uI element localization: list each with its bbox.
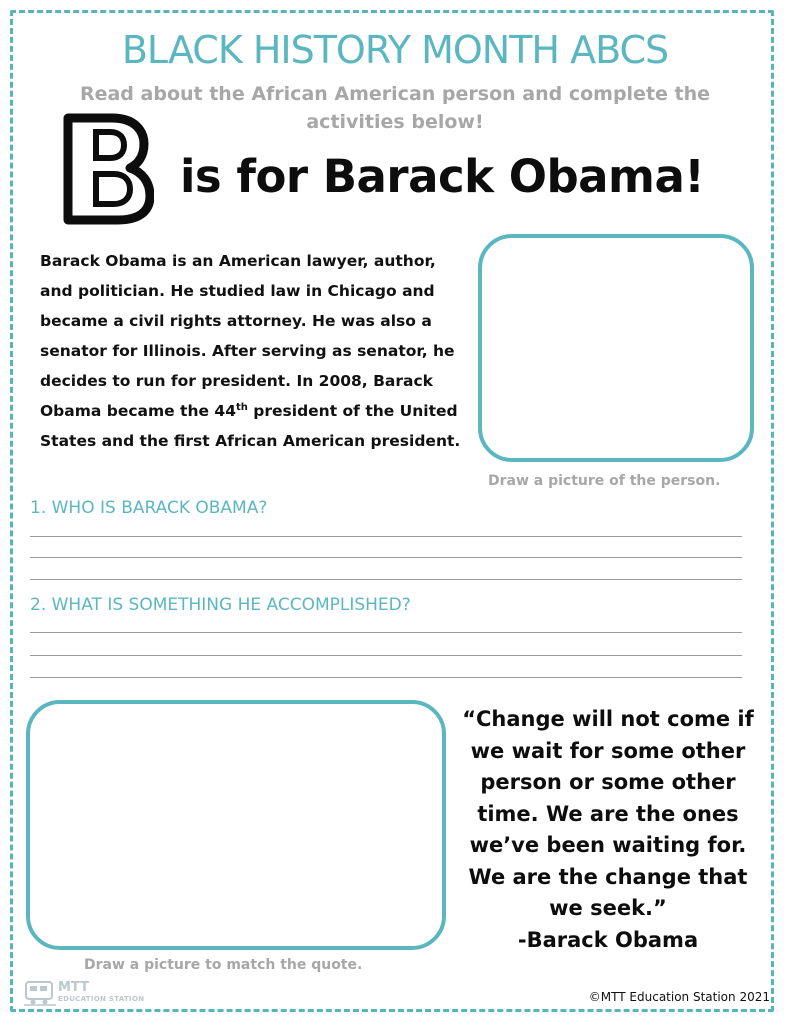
logo-line1: MTT — [58, 980, 89, 995]
answer-line-1a[interactable] — [30, 536, 742, 537]
quote-author: -Barack Obama — [517, 927, 699, 952]
answer-line-1b[interactable] — [30, 557, 742, 558]
instructions-subtitle: Read about the African American person and complete the activities below! — [79, 83, 711, 133]
biography-paragraph — [40, 246, 472, 456]
draw-person-caption: Draw a picture of the person. — [488, 473, 721, 489]
answer-line-2a[interactable] — [30, 632, 742, 633]
logo-line2: EDUCATION STATION — [58, 995, 145, 1003]
bio-superscript: th — [235, 401, 248, 413]
bio-text-part1: Barack Obama is an American lawyer, author, and politician. He studied law in Chicago and became a civil rights attorney. He was also a senator for Illinois. After serving as senator, he decides to run for president. In 2008, Barack Obama became the 44 — [40, 252, 455, 420]
answer-line-2c[interactable] — [30, 677, 742, 678]
question-2-label: 2. WHAT IS SOMETHING HE ACCOMPLISHED? — [30, 595, 411, 615]
draw-quote-caption: Draw a picture to match the quote. — [84, 957, 363, 973]
draw-person-box[interactable] — [478, 234, 754, 462]
answer-line-2b[interactable] — [30, 655, 742, 656]
bio-text-part2: president of the United States and the first African American president. — [40, 402, 461, 450]
question-1-label: 1. WHO IS BARACK OBAMA? — [30, 498, 268, 518]
page-title: BLACK HISTORY MONTH ABCS — [121, 28, 669, 72]
letter-b-icon — [62, 112, 154, 226]
quote-block — [460, 704, 756, 956]
copyright-notice: ©MTT Education Station 2021 — [588, 990, 770, 1004]
quote-text: “Change will not come if we wait for some other person or some other time. We are the ones we’ve been waiting for. We are the change that we seek.” — [462, 707, 754, 920]
headline-letter-person: is for Barack Obama! — [180, 150, 705, 203]
draw-quote-box[interactable] — [26, 700, 446, 950]
brand-logo-text — [58, 981, 144, 1004]
answer-line-1c[interactable] — [30, 579, 742, 580]
